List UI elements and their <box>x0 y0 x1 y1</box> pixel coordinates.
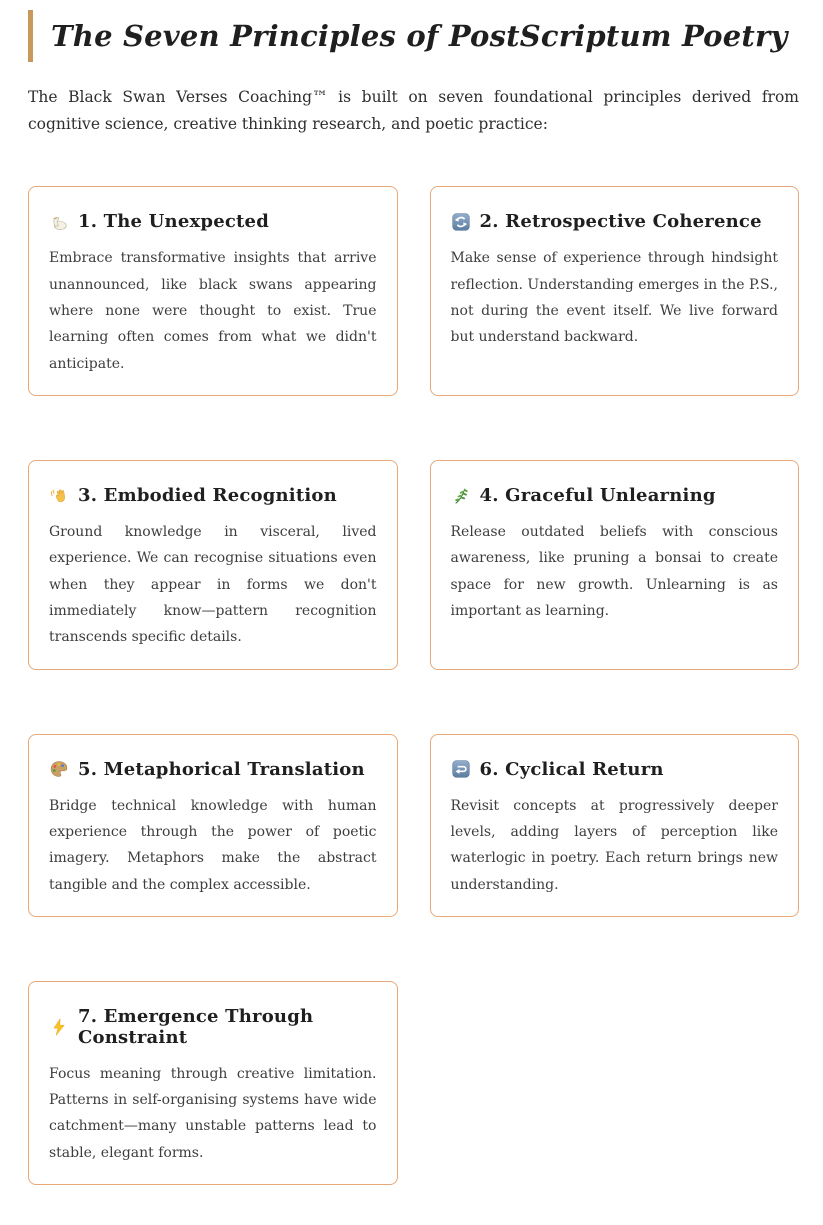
intro-paragraph: The Black Swan Verses Coaching™ is built on seven foundational principles derived from cognitive science, creative thinking research, and poetic practice: <box>28 88 799 134</box>
card-title-text: 1. The Unexpected <box>78 211 269 233</box>
palette-icon-wrap <box>49 759 377 780</box>
card-body-text: Focus meaning through creative limitation. Patterns in self-organising systems have wide catchment—many unstable patterns lead to stable, elegant forms. <box>49 1065 377 1161</box>
waving-hand-icon <box>49 486 69 506</box>
card-title-text: 4. Graceful Unlearning <box>479 485 716 506</box>
card-title <box>49 1006 377 1048</box>
principle-card-3 <box>28 460 398 670</box>
principle-card-2 <box>430 186 800 396</box>
swan-icon <box>49 212 69 232</box>
card-title <box>451 211 779 232</box>
title-accent-bar <box>28 10 33 62</box>
card-title-text: 6. Cyclical Return <box>479 758 664 780</box>
title-block <box>28 10 799 62</box>
card-body-text: Ground knowledge in visceral, lived experience. We can recognise situations even when they appear in forms we don't immediately know—pattern recognition transcends specific details. <box>49 524 377 646</box>
card-title <box>451 759 779 780</box>
principles-grid <box>28 186 799 1185</box>
page-title: The Seven Principles of PostScriptum Poetry <box>51 19 788 53</box>
herb-icon <box>451 486 471 506</box>
card-body-text: Revisit concepts at progressively deeper levels, adding layers of perception like waterlogic in poetry. Each return brings new understanding. <box>450 797 778 893</box>
card-title-text: 3. Embodied Recognition <box>78 485 337 506</box>
palette-icon <box>49 759 69 779</box>
card-title-text: 7. Emergence Through Constraint <box>78 1005 314 1048</box>
principle-card-6 <box>430 734 800 917</box>
principle-card-7 <box>28 981 398 1185</box>
card-title-text: 2. Retrospective Coherence <box>479 211 762 233</box>
principle-card-4 <box>430 460 800 670</box>
lightning-bolt-icon <box>49 1017 69 1037</box>
card-body-text: Bridge technical knowledge with human experience through the power of poetic imagery. Metaphors make the abstract tangible and the complex accessible. <box>49 797 377 893</box>
card-title <box>49 211 377 232</box>
card-title <box>49 485 377 506</box>
card-body-text: Release outdated beliefs with conscious awareness, like pruning a bonsai to create space for new growth. Unlearning is as important as learning. <box>450 524 778 619</box>
card-title <box>451 485 779 506</box>
card-title-text: 5. Metaphorical Translation <box>78 758 365 780</box>
repeat-icon <box>451 759 471 779</box>
card-body-text: Embrace transformative insights that arrive unannounced, like black swans appearing where none were thought to exist. True learning often comes from what we didn't anticipate. <box>49 250 377 372</box>
principle-card-1 <box>28 186 398 396</box>
principle-card-5 <box>28 734 398 917</box>
card-body-text: Make sense of experience through hindsight reflection. Understanding emerges in the P.S., not during the event itself. We live forward but understand backward. <box>450 250 778 346</box>
counterclockwise-arrows-icon <box>451 212 471 232</box>
